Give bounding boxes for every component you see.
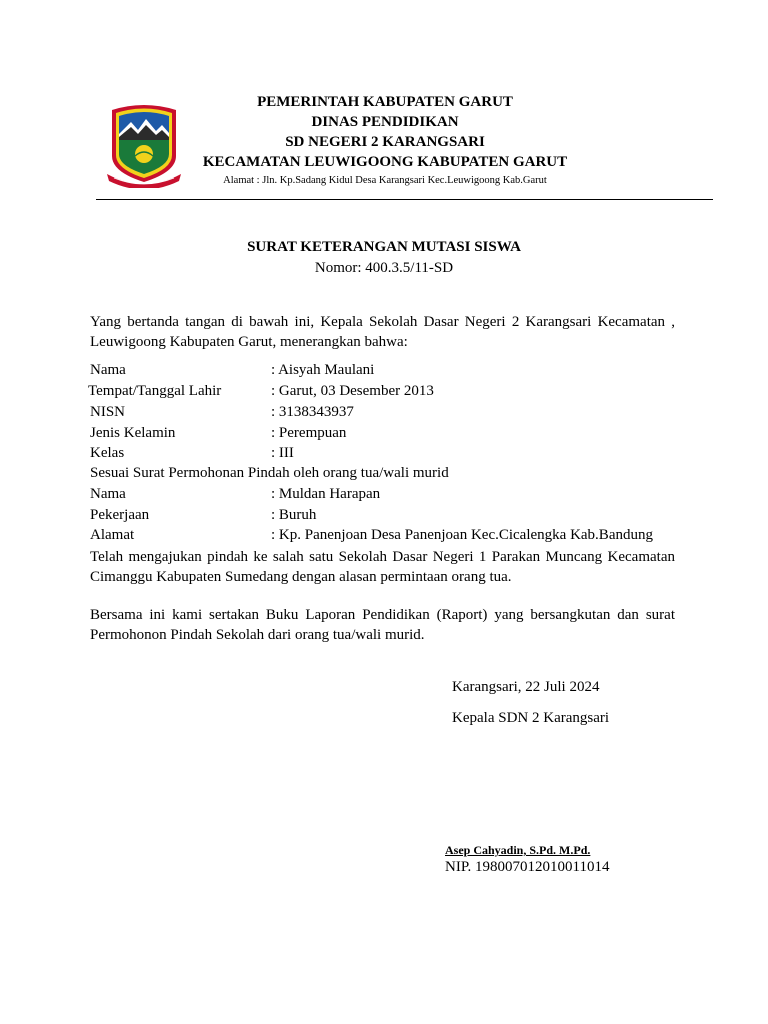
header-government: PEMERINTAH KABUPATEN GARUT [257, 94, 513, 110]
student-class-label: Kelas [90, 445, 125, 461]
signatory-name: Asep Cahyadin, S.Pd. M.Pd. [445, 843, 591, 857]
signatory-nip: NIP. 198007012010011014 [445, 859, 610, 875]
student-birth-label: Tempat/Tanggal Lahir [88, 383, 222, 399]
transfer-paragraph: Telah mengajukan pindah ke salah satu Sekolah Dasar Negeri 1 Parakan Muncang Kecamatan Cimanggu Kabupaten Sumedang dengan alasan permintaan orang tua. [90, 549, 675, 585]
student-class-value: : III [271, 445, 294, 461]
header-department: DINAS PENDIDIKAN [311, 114, 459, 130]
parent-address-label: Alamat [90, 527, 135, 543]
parent-name-label: Nama [90, 486, 126, 502]
parent-job-value: : Buruh [271, 507, 317, 523]
garut-regency-logo [104, 104, 184, 188]
closing-paragraph: Bersama ini kami sertakan Buku Laporan Pendidikan (Raport) yang bersangkutan dan surat Permohonon Pindah Sekolah dari orang tua/wali murid. [90, 607, 675, 643]
parent-address-value: : Kp. Panenjoan Desa Panenjoan Kec.Cicalengka Kab.Bandung [271, 527, 653, 543]
student-birth-value: : Garut, 03 Desember 2013 [271, 383, 434, 399]
header-divider [96, 199, 713, 200]
student-nisn-value: : 3138343937 [271, 404, 354, 420]
student-name-label: Nama [90, 362, 126, 378]
letter-number: Nomor: 400.3.5/11-SD [314, 260, 454, 276]
parent-job-label: Pekerjaan [90, 507, 150, 523]
request-line: Sesuai Surat Permohonan Pindah oleh orang tua/wali murid [90, 465, 449, 481]
letter-title: SURAT KETERANGAN MUTASI SISWA [247, 239, 521, 255]
header-school: SD NEGERI 2 KARANGSARI [285, 134, 485, 150]
student-name-value: : Aisyah Maulani [271, 362, 375, 378]
signature-place-date: Karangsari, 22 Juli 2024 [452, 679, 600, 695]
signature-position: Kepala SDN 2 Karangsari [452, 710, 610, 726]
student-nisn-label: NISN [90, 404, 126, 420]
student-gender-label: Jenis Kelamin [90, 425, 176, 441]
parent-name-value: : Muldan Harapan [271, 486, 381, 502]
student-gender-value: : Perempuan [271, 425, 347, 441]
intro-paragraph: Yang bertanda tangan di bawah ini, Kepala Sekolah Dasar Negeri 2 Karangsari Kecamatan , Leuwigoong Kabupaten Garut, menerangkan bahwa: [90, 314, 675, 350]
header-district: KECAMATAN LEUWIGOONG KABUPATEN GARUT [202, 154, 568, 170]
header-address: Alamat : Jln. Kp.Sadang Kidul Desa Karangsari Kec.Leuwigoong Kab.Garut [223, 175, 547, 186]
